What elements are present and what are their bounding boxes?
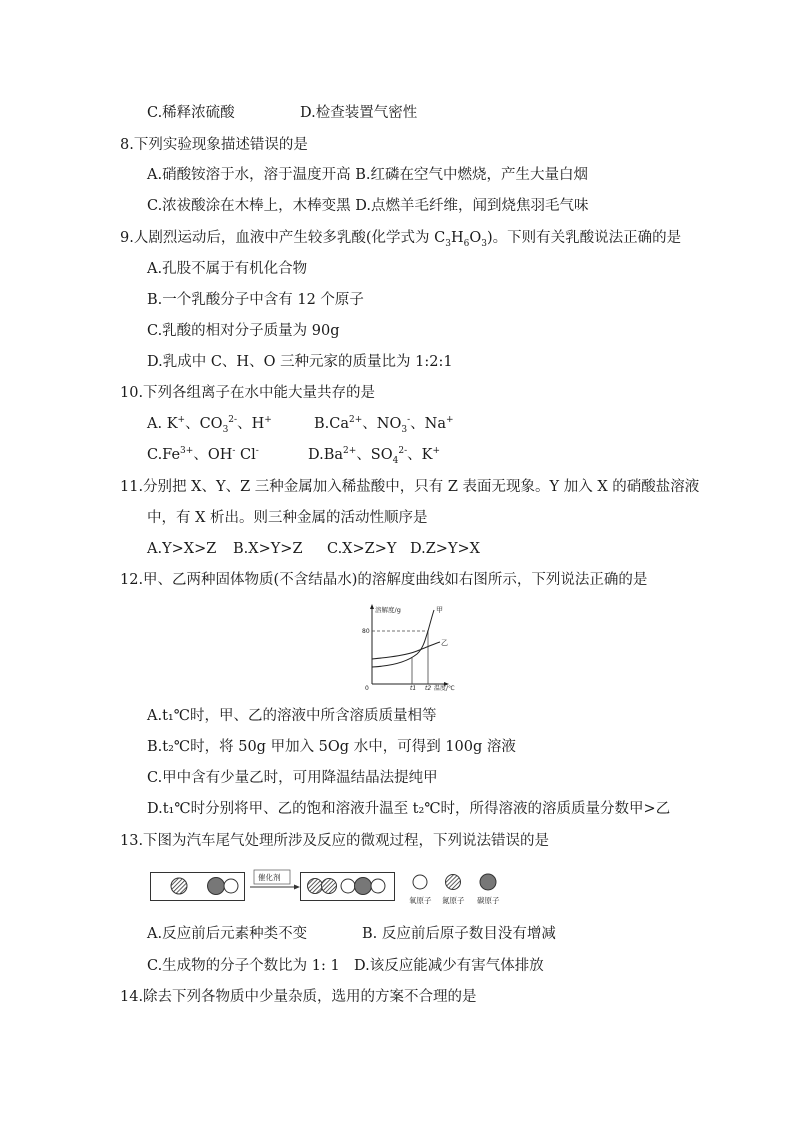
- q12-option-b: B.t₂℃时，将 50g 甲加入 5Og 水中，可得到 100g 溶液: [147, 739, 516, 755]
- molecule-co-c-atom: [208, 878, 225, 895]
- q13-option-c: C.生成物的分子个数比为 1: 1: [147, 958, 340, 974]
- q9-stem: 9.人剧烈运动后，血液中产生较多乳酸(化学式为 $C_3H_6O_3$)。下则有关乳酸说法正确的是: [120, 230, 682, 249]
- x-axis-label: 温度/℃: [434, 685, 455, 692]
- q8-options-ab: A.硝酸铵溶于水，溶于温度开高 B.红磷在空气中燃烧，产生大量白烟: [147, 167, 588, 183]
- q8-stem: 8.下列实验现象描述错误的是: [120, 137, 308, 153]
- q10-stem: 10.下列各组离子在水中能大量共存的是: [120, 385, 376, 401]
- q9-option-a: A.孔股不属于有机化合物: [147, 261, 308, 277]
- molecule-no-n-atom: [171, 878, 187, 894]
- q13-option-a: A.反应前后元素种类不变: [147, 926, 308, 942]
- q7-option-c: C.稀释浓硫酸: [147, 105, 235, 121]
- q9-option-c: C.乳酸的相对分子质量为 90g: [147, 323, 340, 339]
- curve-label-yi: 乙: [441, 639, 448, 647]
- y-tick-80: 80: [362, 628, 370, 635]
- q9-option-d: D.乳成中 C、H、O 三种元家的质量比为 1:2:1: [147, 354, 453, 370]
- product-n2-atom-2: [322, 879, 337, 894]
- product-co2-o-atom-2: [371, 879, 385, 893]
- q8-options-cd: C.浓祓酸涂在木棒上，木棒变黑 D.点燃羊毛纤维，闻到烧焦羽毛气味: [147, 198, 589, 214]
- legend-oxygen-icon: [413, 875, 427, 889]
- q12-option-d: D.t₁℃时分别将甲、乙的饱和溶液升温至 t₂℃时，所得溶液的溶质质量分数甲>乙: [147, 801, 671, 817]
- product-n2-atom-1: [308, 879, 323, 894]
- q11-option-b: B.X>Y>Z: [233, 541, 303, 557]
- legend-nitrogen-icon: [446, 875, 461, 890]
- q10-option-a: A. K+、$CO_3^{2-}$、H+: [147, 415, 272, 435]
- q11-option-c: C.X>Z>Y: [327, 541, 397, 557]
- q12-stem: 12.甲、乙两种固体物质(不含结晶水)的溶解度曲线如右图所示，下列说法正确的是: [120, 572, 648, 588]
- product-co2-c-atom: [355, 878, 372, 895]
- q11-stem-line1: 11.分别把 X、Y、Z 三种金属加入稀盐酸中，只有 Z 表面无现象。Y 加入 X 的硝酸盐溶液: [120, 479, 700, 495]
- q12-option-a: A.t₁℃时，甲、乙的溶液中所含溶质质量相等: [147, 708, 437, 724]
- x-tick-t2: t2: [425, 685, 432, 692]
- solubility-curve-graph: [362, 604, 482, 690]
- legend-carbon-label: 碳原子: [477, 896, 500, 905]
- curve-yi: [372, 642, 440, 659]
- q11-option-d: D.Z>Y>X: [410, 541, 480, 557]
- origin-label: 0: [365, 685, 369, 692]
- q10-option-b: $B.Ca^{2+}$、$NO_3^-$、Na+: [314, 415, 454, 435]
- q14-stem: 14.除去下列各物质中少量杂质，选用的方案不合理的是: [120, 989, 477, 1005]
- q13-option-b: B. 反应前后原子数目没有增减: [362, 926, 556, 942]
- q12-option-c: C.甲中含有少量乙时，可用降温结晶法提纯甲: [147, 770, 438, 786]
- product-co2-o-atom-1: [341, 879, 355, 893]
- q11-option-a: A.Y>X>Z: [147, 541, 217, 557]
- x-tick-t1: t1: [410, 685, 417, 692]
- q7-option-d: D.检查装置气密性: [300, 105, 418, 121]
- legend-nitrogen-label: 氮原子: [442, 896, 465, 905]
- q9-option-b: B.一个乳酸分子中含有 12 个原子: [147, 292, 364, 308]
- q13-stem: 13.下图为汽车尾气处理所涉及反应的微观过程，下列说法错误的是: [120, 833, 550, 849]
- q10-option-c: $C.Fe^{3+}$、OH- Cl-: [147, 446, 259, 463]
- curve-label-jia: 甲: [436, 606, 443, 614]
- y-axis-label: 溶解度/g: [375, 606, 401, 614]
- q10-option-d: $D.Ba^{2+}$、$SO_4^{2-}$、K+: [308, 446, 441, 466]
- q11-stem-line2: 中，有 X 析出。则三种金属的活动性顺序是: [147, 510, 428, 526]
- catalyst-label: 催化剂: [258, 873, 281, 882]
- reaction-diagram: [150, 868, 540, 910]
- molecule-co-o-atom: [224, 879, 238, 893]
- legend-oxygen-label: 氧原子: [409, 896, 432, 905]
- q13-option-d: D.该反应能减少有害气体排放: [354, 958, 544, 974]
- legend-carbon-icon: [480, 874, 496, 890]
